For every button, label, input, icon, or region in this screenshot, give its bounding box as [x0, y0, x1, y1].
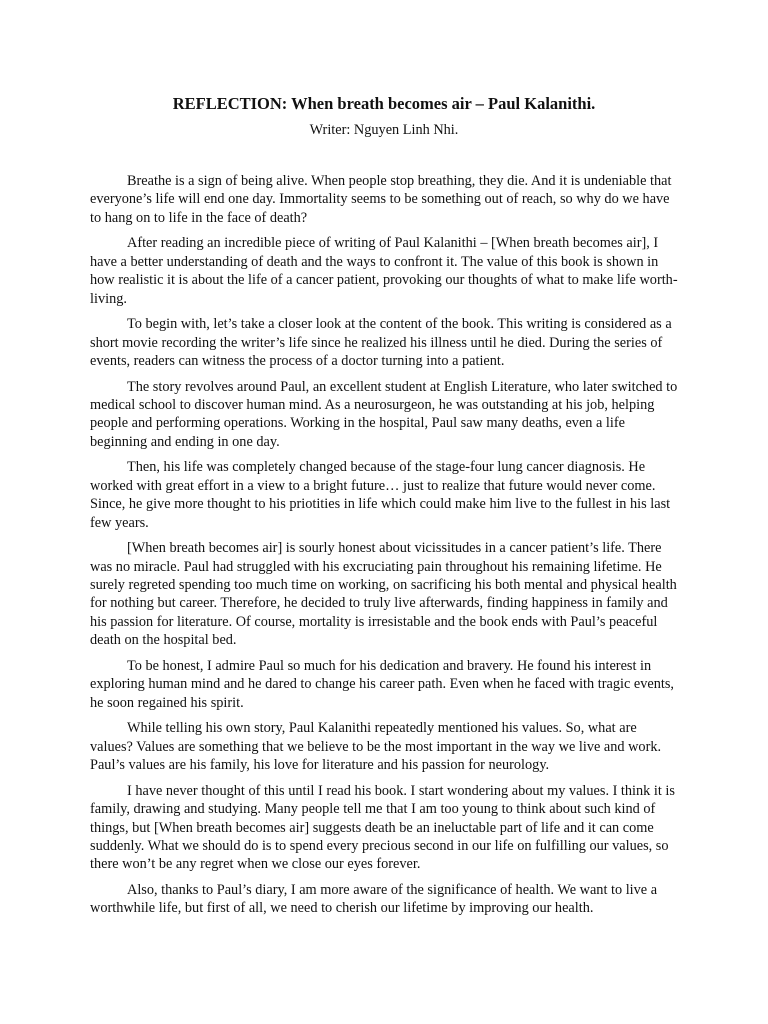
document-writer: Writer: Nguyen Linh Nhi.	[309, 122, 459, 138]
paragraph-7: To be honest, I admire Paul so much for his dedication and bravery. He found his interest in exploring human mind and he dared to change his career path. Even when he faced with tragic events, he soon regained his spirit.	[90, 657, 674, 711]
paragraph-1: Breathe is a sign of being alive. When people stop breathing, they die. And it is undeniable that everyone’s life will end one day. Immortality seems to be something out of reach, so why do we have to hang on to life in the face of death?	[90, 173, 672, 226]
document-body	[90, 172, 680, 925]
paragraph-10: Also, thanks to Paul’s diary, I am more aware of the significance of health. We want to live a worthwhile life, but first of all, we need to cherish our lifetime by improving our health.	[90, 881, 658, 917]
paragraph-6: [When breath becomes air] is sourly honest about vicissitudes in a cancer patient’s life. There was no miracle. Paul had struggled with his excruciating pain throughout his remaining lifetime. He surely regreted spending too much time on working, on sacrificing his both mental and physical health for nothing but career. Therefore, he decided to truly live afterwards, finding happiness in family and his passion for literature. Of course, mortality is irresistable and the book ends with Paul’s peaceful death on the hospital bed.	[90, 540, 677, 649]
paragraph-8: While telling his own story, Paul Kalanithi repeatedly mentioned his values. So, what are values? Values are something that we believe to be the most important in the way we live and work. Paul’s values are his family, his love for literature and his passion for neurology.	[90, 720, 662, 774]
paragraph-5: Then, his life was completely changed because of the stage-four lung cancer diagnosis. He worked with great effort in a view to a bright future… just to realize that future would never come. Since, he give more thought to his priotities in life which could make him live to the fullest in his last few years.	[90, 459, 671, 531]
paragraph-2: After reading an incredible piece of writing of Paul Kalanithi – [When breath becomes air], I have a better understanding of death and the ways to confront it. The value of this book is shown in how realistic it is about the life of a cancer patient, provoking our thoughts of what to make life worth-living.	[90, 235, 678, 307]
paragraph-4: The story revolves around Paul, an excellent student at English Literature, who later switched to medical school to discover human mind. As a neurosurgeon, he was outstanding at his job, helping people and performing operations. Working in the hospital, Paul saw many deaths, even a life beginning and ending in one day.	[90, 378, 678, 450]
paragraph-9: I have never thought of this until I read his book. I start wondering about my values. I think it is family, drawing and studying. Many people tell me that I am too young to think about such kind of things, but [When breath becomes air] suggests death be an ineluctable part of life and it can come suddenly. What we should do is to spend every precious second in our life on fulfilling our values, so there won’t be any regret when we close our eyes forever.	[90, 782, 675, 873]
paragraph-3: To begin with, let’s take a closer look at the content of the book. This writing is considered as a short movie recording the writer’s life since he realized his illness until he died. During the series of events, readers can witness the process of a doctor turning into a patient.	[90, 316, 672, 370]
document-title: REFLECTION: When breath becomes air – Paul Kalanithi.	[172, 94, 596, 113]
